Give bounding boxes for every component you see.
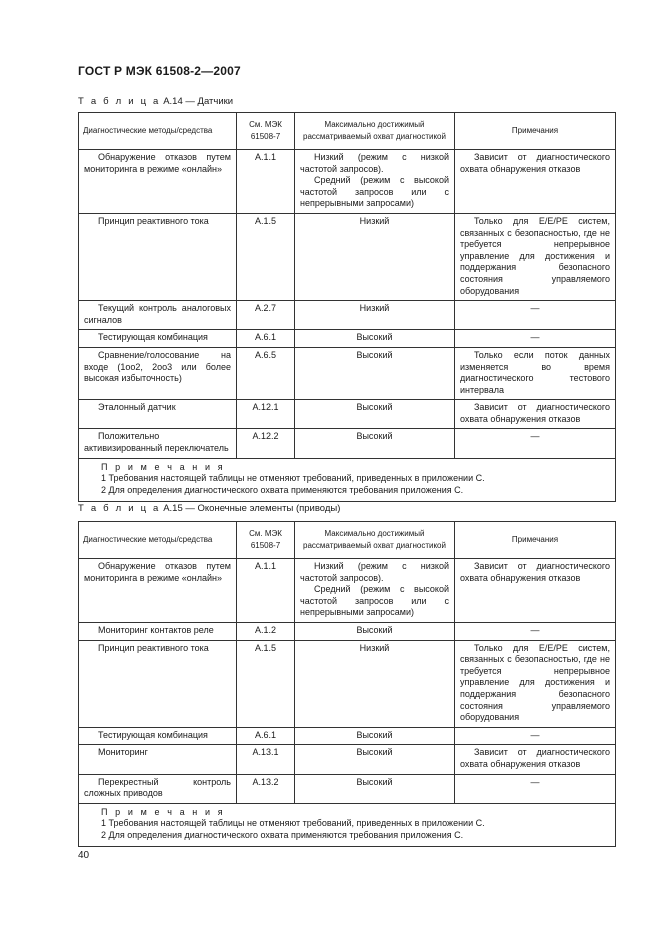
coverage-text: Высокий — [356, 431, 393, 442]
table-row — [79, 150, 616, 214]
table-row — [79, 559, 616, 623]
table-row — [79, 347, 616, 399]
ref-cell: А.6.1 — [237, 330, 295, 348]
table-a14-header-row — [79, 113, 616, 150]
ref-cell: А.12.2 — [237, 429, 295, 458]
col-header-coverage: Максимально достижимый рассматриваемый охват диагностикой — [295, 113, 455, 150]
coverage-cell — [295, 150, 455, 214]
ref-cell: А.1.1 — [237, 150, 295, 214]
coverage-cell — [295, 727, 455, 745]
notes-cell: Зависит от диагностического охвата обнаружения отказов — [455, 400, 616, 429]
notes-cell: — — [455, 429, 616, 458]
table-row — [79, 727, 616, 745]
method-cell: Перекрестный контроль сложных приводов — [79, 774, 237, 803]
coverage-text: Низкий (режим с низкой частотой запросов). — [300, 152, 449, 174]
method-cell: Эталонный датчик — [79, 400, 237, 429]
col-header-coverage: Максимально достижимый рассматриваемый охват диагностикой — [295, 522, 455, 559]
ref-cell: А.12.1 — [237, 400, 295, 429]
method-cell: Сравнение/голосование на входе (1оо2, 2оо3 или более высокая избыточность) — [79, 347, 237, 399]
table-a14-notes — [79, 458, 616, 501]
col-header-notes: Примечания — [455, 522, 616, 559]
coverage-text: Средний (режим с высокой частотой запросов или с непрерывными запросами) — [300, 584, 449, 618]
coverage-text: Высокий — [356, 624, 393, 635]
coverage-cell — [295, 429, 455, 458]
coverage-cell — [295, 347, 455, 399]
notes-cell: — — [455, 727, 616, 745]
coverage-cell — [295, 301, 455, 330]
ref-cell: А.1.5 — [237, 213, 295, 300]
coverage-text: Высокий — [356, 402, 393, 413]
notes-title: П р и м е ч а н и я — [101, 806, 226, 817]
notes-cell: Зависит от диагностического охвата обнаружения отказов — [455, 150, 616, 214]
notes-cell: Зависит от диагностического охвата обнаружения отказов — [455, 559, 616, 623]
table-row — [79, 622, 616, 640]
table-a15-body — [79, 559, 616, 804]
coverage-cell — [295, 774, 455, 803]
coverage-cell — [295, 559, 455, 623]
table-row — [79, 745, 616, 774]
method-cell: Текущий контроль аналоговых сигналов — [79, 301, 237, 330]
col-header-method: Диагностические методы/средства — [79, 522, 237, 559]
note-2: 2 Для определения диагностического охвата применяются требования приложения С. — [101, 485, 464, 496]
table-a14-body — [79, 150, 616, 459]
method-cell: Обнаружение отказов путем мониторинга в режиме «онлайн» — [79, 150, 237, 214]
coverage-text: Низкий (режим с низкой частотой запросов). — [300, 561, 449, 583]
notes-cell: Только для Е/Е/РЕ систем, связанных с безопасностью, где не требуется непрерывное управление для достижения и поддержания безопасного состояния управляемого оборудования — [455, 213, 616, 300]
notes-cell: — — [455, 330, 616, 348]
method-cell: Тестирующая комбинация — [79, 727, 237, 745]
table-row — [79, 640, 616, 727]
col-header-method: Диагностические методы/средства — [79, 113, 237, 150]
notes-cell: — — [455, 774, 616, 803]
coverage-cell — [295, 745, 455, 774]
coverage-cell — [295, 400, 455, 429]
table-a15-caption — [78, 503, 340, 514]
coverage-cell — [295, 622, 455, 640]
ref-cell: А.1.2 — [237, 622, 295, 640]
col-header-notes: Примечания — [455, 113, 616, 150]
coverage-text: Низкий — [359, 642, 390, 653]
table-a14-caption — [78, 96, 233, 107]
coverage-text: Высокий — [356, 776, 393, 787]
document-header: ГОСТ Р МЭК 61508-2—2007 — [78, 64, 241, 78]
method-cell: Мониторинг — [79, 745, 237, 774]
table-a15-caption-title: А.15 — Оконечные элементы (приводы) — [163, 503, 341, 514]
note-1: 1 Требования настоящей таблицы не отменяют требований, приведенных в приложении С. — [101, 473, 485, 484]
coverage-text: Низкий — [359, 215, 390, 226]
notes-cell: Зависит от диагностического охвата обнаружения отказов — [455, 745, 616, 774]
notes-cell: Только для Е/Е/РЕ систем, связанных с безопасностью, где не требуется непрерывное управление для достижения и поддержания безопасного состояния управляемого оборудования — [455, 640, 616, 727]
ref-cell: А.1.1 — [237, 559, 295, 623]
table-a14-caption-title: А.14 — Датчики — [163, 96, 234, 107]
note-2: 2 Для определения диагностического охвата применяются требования приложения С. — [101, 830, 464, 841]
table-row — [79, 400, 616, 429]
method-cell: Тестирующая комбинация — [79, 330, 237, 348]
ref-cell: А.2.7 — [237, 301, 295, 330]
ref-cell: А.13.1 — [237, 745, 295, 774]
table-a15 — [78, 521, 616, 847]
coverage-text: Высокий — [356, 747, 393, 758]
coverage-text: Низкий — [359, 303, 390, 314]
col-header-ref: См. МЭК 61508-7 — [237, 522, 295, 559]
notes-cell: Только если поток данных изменяется во время диагностического тестового интервала — [455, 347, 616, 399]
coverage-text: Высокий — [356, 349, 393, 360]
table-row — [79, 213, 616, 300]
table-row — [79, 301, 616, 330]
notes-title: П р и м е ч а н и я — [101, 461, 226, 472]
note-1: 1 Требования настоящей таблицы не отменяют требований, приведенных в приложении С. — [101, 818, 485, 829]
table-a15-notes-row — [79, 803, 616, 846]
table-a15-caption-prefix: Т а б л и ц а — [78, 503, 161, 514]
coverage-cell — [295, 640, 455, 727]
col-header-ref: См. МЭК 61508-7 — [237, 113, 295, 150]
method-cell: Обнаружение отказов путем мониторинга в режиме «онлайн» — [79, 559, 237, 623]
coverage-text: Высокий — [356, 332, 393, 343]
ref-cell: А.6.5 — [237, 347, 295, 399]
coverage-cell — [295, 213, 455, 300]
ref-cell: А.13.2 — [237, 774, 295, 803]
method-cell: Принцип реактивного тока — [79, 213, 237, 300]
table-a14-caption-prefix: Т а б л и ц а — [78, 96, 161, 107]
method-cell: Положительно активизированный переключатель — [79, 429, 237, 458]
ref-cell: А.6.1 — [237, 727, 295, 745]
table-a15-header-row — [79, 522, 616, 559]
table-a14-notes-row — [79, 458, 616, 501]
notes-cell: — — [455, 622, 616, 640]
coverage-text: Средний (режим с высокой частотой запросов или с непрерывными запросами) — [300, 175, 449, 209]
table-row — [79, 774, 616, 803]
table-row — [79, 330, 616, 348]
table-row — [79, 429, 616, 458]
table-a14 — [78, 112, 616, 502]
page-number: 40 — [78, 850, 90, 861]
notes-cell: — — [455, 301, 616, 330]
table-a15-notes — [79, 803, 616, 846]
method-cell: Принцип реактивного тока — [79, 640, 237, 727]
coverage-text: Высокий — [356, 729, 393, 740]
method-cell: Мониторинг контактов реле — [79, 622, 237, 640]
coverage-cell — [295, 330, 455, 348]
ref-cell: А.1.5 — [237, 640, 295, 727]
